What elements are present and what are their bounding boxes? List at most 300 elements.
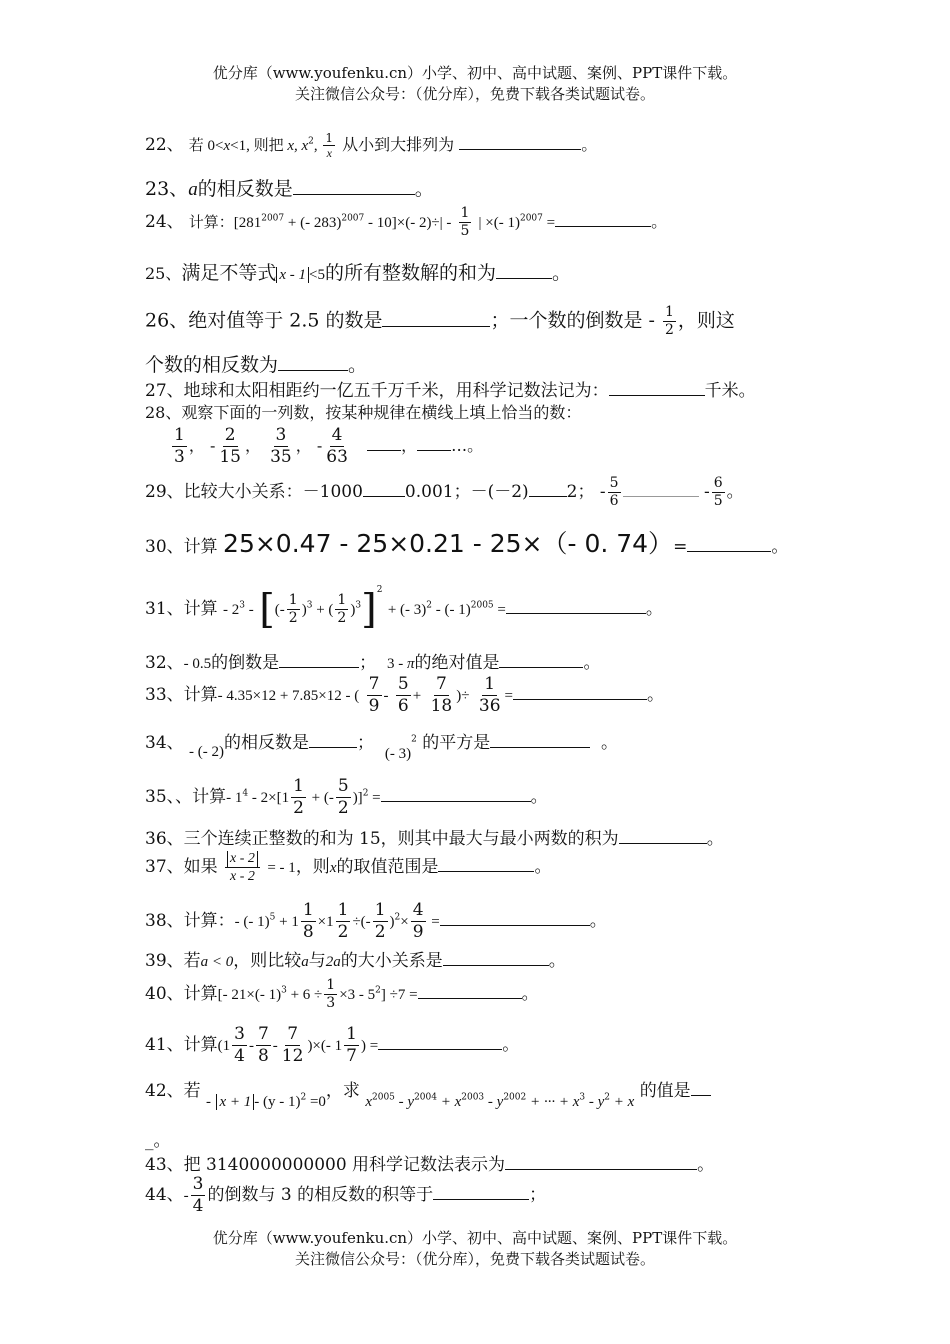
text-fragment: 。 xyxy=(697,1155,715,1175)
text-fragment: + (- xyxy=(307,790,334,806)
exponent: 3 xyxy=(355,600,362,611)
answer-blank[interactable] xyxy=(513,681,647,700)
text-fragment: - xyxy=(183,1188,189,1204)
fraction xyxy=(335,592,348,627)
text-fragment: = xyxy=(493,602,506,618)
answer-blank[interactable] xyxy=(691,1077,711,1096)
exponent: 2 xyxy=(308,136,314,147)
text-fragment xyxy=(365,1091,634,1111)
text-fragment: 37、 xyxy=(145,857,184,877)
answer-blank[interactable] xyxy=(381,783,531,802)
answer-blank[interactable] xyxy=(490,729,590,748)
text-fragment: ，求 xyxy=(325,1081,360,1101)
text-fragment: - 4.35×12 + 7.85×12 - ( xyxy=(217,688,360,704)
answer-blank[interactable] xyxy=(309,729,357,748)
text-fragment: ] ÷7 = xyxy=(380,987,418,1003)
sequence-term xyxy=(268,425,294,468)
text-fragment: 44、 xyxy=(145,1185,184,1205)
fraction xyxy=(256,1024,271,1067)
text-fragment: …。 xyxy=(451,436,484,455)
exponent: 2007 xyxy=(261,213,285,224)
answer-blank[interactable] xyxy=(496,258,552,279)
answer-blank[interactable] xyxy=(438,853,534,872)
fraction xyxy=(225,850,260,885)
text-fragment: 计算： xyxy=(183,911,235,931)
denominator: 2 xyxy=(374,922,386,942)
text-fragment: + (- 283) xyxy=(284,215,342,231)
question-40 xyxy=(145,977,539,1012)
text-fragment: ×3 - 5 xyxy=(339,987,376,1003)
text-fragment: 24、 xyxy=(145,212,184,232)
text-fragment: ； xyxy=(357,733,375,753)
fraction xyxy=(429,674,455,717)
denominator: 3 xyxy=(326,995,336,1011)
numerator: 1 xyxy=(326,977,336,993)
text-fragment: 计算 xyxy=(183,685,218,705)
question-38 xyxy=(145,900,607,943)
text-fragment: 计算：[281 xyxy=(188,215,262,231)
text-fragment: - xyxy=(599,482,606,502)
math-expression: 25×0.47 - 25×0.21 - 25×（- 0. 74） xyxy=(223,529,674,558)
text-fragment: 。 xyxy=(647,685,664,705)
exponent: 2 xyxy=(426,600,433,611)
fraction xyxy=(411,900,426,943)
denominator: 9 xyxy=(412,922,424,942)
denominator: 36 xyxy=(478,696,501,716)
text-fragment: = xyxy=(504,688,513,704)
text-fragment: ÷(- xyxy=(352,914,371,930)
text-fragment: = xyxy=(542,215,556,231)
text-fragment: =0 xyxy=(306,1094,326,1110)
text-fragment: - 1 xyxy=(226,790,243,806)
denominator: 12 xyxy=(281,1046,304,1066)
text-fragment: 比较大小关系：－1000 xyxy=(183,482,363,502)
text-fragment: 43、 xyxy=(145,1155,184,1175)
answer-blank[interactable] xyxy=(378,1031,502,1050)
answer-blank[interactable] xyxy=(433,1181,529,1200)
text-fragment: 。 xyxy=(589,911,607,931)
exponent: 2 xyxy=(300,1092,307,1103)
exponent: 3 xyxy=(239,600,246,611)
answer-blank[interactable] xyxy=(459,132,581,150)
denominator: 6 xyxy=(397,696,409,716)
question-34 xyxy=(145,728,619,762)
text-fragment: 32、 xyxy=(145,653,184,673)
exponent: 2002 xyxy=(503,1092,527,1103)
text-fragment: 的相反数是 xyxy=(197,178,293,200)
denominator: 3 xyxy=(174,447,185,467)
question-41 xyxy=(145,1024,519,1067)
answer-blank[interactable] xyxy=(555,209,651,227)
exponent: 3 xyxy=(281,985,287,996)
absolute-value: x - 1 xyxy=(276,267,309,283)
exponent: 2007 xyxy=(519,213,543,224)
text-fragment: (- 3) xyxy=(384,746,412,762)
footer-line-2: 关注微信公众号：（优分库），免费下载各类试题试卷。 xyxy=(294,1250,655,1268)
text-fragment: × xyxy=(400,914,409,930)
text-fragment: 若 xyxy=(183,1081,201,1101)
denominator: 5 xyxy=(460,223,470,239)
numerator: 7 xyxy=(368,674,380,694)
text-fragment: 若 0< xyxy=(188,138,224,154)
answer-blank[interactable] xyxy=(687,533,771,552)
text-fragment: ，则 xyxy=(295,857,330,877)
answer-blank[interactable] xyxy=(279,649,359,668)
denominator: x xyxy=(326,146,332,160)
denominator: 15 xyxy=(219,447,241,467)
fraction xyxy=(336,900,351,943)
fraction xyxy=(396,674,411,717)
numerator: 3 xyxy=(192,1174,204,1194)
text-fragment: - xyxy=(206,1094,212,1110)
text-fragment: 。 xyxy=(153,1131,171,1151)
denominator: 2 xyxy=(288,610,298,626)
text-fragment: - (- 2) xyxy=(189,744,225,760)
text-fragment: 三个连续正整数的和为 15，则其中最大与最小两数的积为 xyxy=(183,829,619,849)
exponent: 2 xyxy=(376,585,383,595)
text-fragment: x xyxy=(365,1094,372,1110)
numerator xyxy=(225,850,260,868)
text-fragment: 的绝对值是 xyxy=(414,653,500,673)
text-fragment: 把 3140000000000 用科学记数法表示为 xyxy=(183,1155,506,1175)
answer-blank[interactable] xyxy=(609,377,705,396)
question-25 xyxy=(145,258,571,285)
text-fragment: 38、 xyxy=(145,911,184,931)
text-fragment: 、计算 xyxy=(175,787,227,807)
text-fragment: 23、 xyxy=(145,178,189,200)
denominator: 4 xyxy=(234,1046,245,1066)
text-fragment: - xyxy=(272,1038,278,1054)
text-fragment: 。 xyxy=(601,733,619,753)
denominator: 2 xyxy=(665,322,674,338)
fraction xyxy=(232,1024,247,1067)
text-fragment: <5 xyxy=(309,267,326,283)
text-fragment: 。 xyxy=(583,653,601,673)
text-fragment: + xyxy=(412,688,422,704)
question-28-sequence xyxy=(170,425,483,468)
text-fragment: 29、 xyxy=(145,482,184,502)
text-fragment: + (- 3) xyxy=(387,602,427,618)
text-fragment: + x xyxy=(610,1094,635,1110)
text-fragment: , xyxy=(313,138,322,154)
text-fragment: 。 xyxy=(348,354,368,376)
text-fragment: )×(- 1 xyxy=(307,1038,343,1054)
text-fragment: 。 xyxy=(552,262,572,284)
page-footer xyxy=(0,1228,950,1270)
text-fragment: ) xyxy=(389,914,395,930)
question-32 xyxy=(145,648,600,673)
text-fragment: - y xyxy=(585,1094,605,1110)
numerator: 1 xyxy=(337,900,349,920)
question-number: 22、 xyxy=(145,135,184,155)
fraction xyxy=(291,776,306,819)
absolute-value: x + 1 xyxy=(216,1094,254,1110)
text-fragment: ×1 xyxy=(317,914,334,930)
numerator: 7 xyxy=(436,674,447,694)
exponent: 2005 xyxy=(372,1092,395,1103)
denominator: 35 xyxy=(270,447,292,467)
text-fragment: 2a xyxy=(325,954,341,970)
text-fragment: ) xyxy=(301,602,307,618)
text-fragment: ) xyxy=(350,602,356,618)
question-29 xyxy=(145,475,744,510)
text-fragment: - xyxy=(245,602,254,618)
answer-blank[interactable] xyxy=(505,1151,697,1170)
question-23 xyxy=(145,174,434,201)
answer-blank[interactable] xyxy=(506,595,646,614)
denominator: 8 xyxy=(302,922,314,942)
numerator: 7 xyxy=(257,1024,269,1044)
text-fragment: ) = xyxy=(360,1038,379,1054)
fraction xyxy=(191,1174,206,1217)
question-30 xyxy=(145,524,788,560)
text-fragment: - xyxy=(703,482,710,502)
question-35 xyxy=(145,776,548,819)
text-fragment: [ xyxy=(259,586,275,633)
fraction xyxy=(280,1024,306,1067)
answer-blank[interactable] xyxy=(529,478,567,497)
exponent: 5 xyxy=(269,912,276,923)
text-fragment: (1 xyxy=(217,1038,231,1054)
exponent: 2003 xyxy=(461,1092,485,1103)
text-fragment: x, x xyxy=(287,138,309,154)
text-fragment: 。 xyxy=(706,829,724,849)
fraction xyxy=(344,1024,359,1067)
text-fragment: a xyxy=(301,954,309,970)
answer-blank[interactable] xyxy=(499,649,583,668)
text-fragment: 计算 xyxy=(183,1035,218,1055)
fraction xyxy=(459,205,472,240)
text-fragment: - xyxy=(383,688,389,704)
text-fragment: 。 xyxy=(521,984,539,1004)
text-fragment: ] xyxy=(361,586,377,633)
text-fragment: ， xyxy=(244,436,261,455)
question-24 xyxy=(145,205,667,240)
text-fragment: 25、 xyxy=(145,264,182,283)
text-fragment: 3 - xyxy=(386,656,407,672)
exponent: 2 xyxy=(604,1092,610,1103)
text-fragment: + x xyxy=(436,1094,462,1110)
denominator: 2 xyxy=(337,798,349,818)
text-fragment: + ( xyxy=(312,602,334,618)
text-fragment: 的大小关系是 xyxy=(340,951,443,971)
text-fragment: ；一个数的倒数是 - xyxy=(490,309,655,332)
numerator: 1 xyxy=(337,592,347,608)
numerator: 1 xyxy=(374,900,386,920)
text-fragment: - 0.5 xyxy=(183,656,212,672)
question-26 xyxy=(145,304,735,339)
text-fragment: 28、 xyxy=(145,403,182,422)
text-fragment: - (y - 1) xyxy=(254,1094,301,1110)
text-fragment: 个数的相反数为 xyxy=(145,354,279,376)
text-fragment: ， xyxy=(188,436,205,455)
sequence-term xyxy=(172,425,187,468)
fraction xyxy=(367,674,382,717)
text-fragment: x - 2 xyxy=(227,851,258,867)
answer-blank[interactable] xyxy=(363,478,405,497)
text-fragment: 满足不等式 xyxy=(181,262,277,284)
text-fragment: ，则这 xyxy=(677,309,735,332)
exponent: 4 xyxy=(242,788,249,799)
text-fragment: 30、 xyxy=(145,537,184,557)
text-fragment: )÷ xyxy=(456,688,470,704)
text-fragment: (- xyxy=(274,602,285,618)
text-fragment: 27、 xyxy=(145,381,184,401)
question-44 xyxy=(145,1174,546,1217)
numerator: 1 xyxy=(484,674,496,694)
fraction xyxy=(336,776,351,819)
numerator: 5 xyxy=(397,674,409,694)
numerator: 1 xyxy=(288,592,298,608)
text-fragment: - 10]×(- 2)÷| - xyxy=(364,215,452,231)
text-fragment: a xyxy=(188,179,198,200)
text-fragment: 地球和太阳相距约一亿五千万千米，用科学记数法记为： xyxy=(183,381,609,401)
text-fragment: 的倒数与 3 的相反数的积等于 xyxy=(207,1185,434,1205)
text-fragment: 的取值范围是 xyxy=(336,857,439,877)
text-fragment: 若 xyxy=(183,951,201,971)
numerator: 4 xyxy=(412,900,424,920)
text-fragment: 。 xyxy=(771,537,789,557)
numerator: 1 xyxy=(293,776,304,796)
denominator: 63 xyxy=(326,447,348,467)
exponent: 2 xyxy=(411,734,417,745)
text-fragment: 计算 xyxy=(183,599,218,619)
question-26-line-2 xyxy=(145,350,367,377)
denominator: 4 xyxy=(192,1196,204,1216)
text-fragment: 从小到大排列为 xyxy=(342,135,455,154)
text-fragment: 。 xyxy=(651,212,668,231)
question-42-line-2 xyxy=(145,1126,171,1151)
text-fragment: 。 xyxy=(581,135,598,154)
answer-blank[interactable] xyxy=(293,174,415,195)
text-fragment: 的所有整数解的和为 xyxy=(325,262,497,284)
text-fragment: x xyxy=(223,138,231,154)
text-fragment: 如果 xyxy=(183,857,218,877)
question-33 xyxy=(145,674,664,717)
numerator: 1 xyxy=(346,1024,357,1044)
text-fragment: = xyxy=(673,537,688,557)
numerator: 7 xyxy=(287,1024,299,1044)
answer-blank[interactable] xyxy=(382,306,490,327)
text-fragment: ， xyxy=(295,436,312,455)
denominator: 2 xyxy=(337,610,347,626)
text-fragment: 的平方是 xyxy=(422,733,491,753)
text-fragment: 36、 xyxy=(145,829,184,849)
text-fragment: 的倒数是 xyxy=(211,653,280,673)
text-fragment: + 1 xyxy=(275,914,299,930)
exponent: 2 xyxy=(362,788,369,799)
answer-blank[interactable] xyxy=(417,433,451,451)
numerator: 3 xyxy=(275,425,287,445)
answer-blank[interactable] xyxy=(443,947,549,966)
footer-line-1: 优分库（www.youfenku.cn）小学、初中、高中试题、案例、PPT课件下载。 xyxy=(212,1229,738,1247)
fraction xyxy=(287,592,300,627)
question-42 xyxy=(145,1076,711,1110)
text-fragment: 34、 xyxy=(145,733,184,753)
numerator: 4 xyxy=(331,425,343,445)
text-fragment: | ×(- 1) xyxy=(478,215,520,231)
text-fragment: 千米。 xyxy=(704,381,756,401)
text-fragment: 的相反数是 xyxy=(224,733,310,753)
header-line-1: 优分库（www.youfenku.cn）小学、初中、高中试题、案例、PPT课件下载。 xyxy=(212,64,738,82)
text-fragment: _ xyxy=(145,1131,154,1151)
text-fragment: 31、 xyxy=(145,599,184,619)
text-fragment: + 6 ÷ xyxy=(286,987,323,1003)
exponent: 2004 xyxy=(414,1092,437,1103)
text-fragment: x xyxy=(329,860,337,876)
text-fragment: = xyxy=(368,790,381,806)
answer-blank[interactable] xyxy=(418,980,522,999)
text-fragment: 。 xyxy=(726,482,744,502)
fraction xyxy=(712,475,725,510)
text-fragment: - (- 1) xyxy=(234,914,270,930)
text-fragment: 的值是 xyxy=(639,1081,691,1101)
text-fragment: π xyxy=(406,656,415,672)
text-fragment: - xyxy=(209,436,216,455)
sequence-term xyxy=(217,425,243,468)
text-fragment xyxy=(254,1091,326,1111)
denominator: x - 2 xyxy=(230,869,255,884)
answer-blank[interactable] xyxy=(619,825,707,844)
text-fragment: ， xyxy=(401,436,418,455)
text-fragment: a < 0 xyxy=(200,954,234,970)
exponent: 2005 xyxy=(470,600,494,611)
text-fragment: 计算 xyxy=(183,984,218,1004)
fraction xyxy=(663,304,676,339)
denominator: 5 xyxy=(713,493,723,509)
answer-blank[interactable] xyxy=(440,907,590,926)
text-fragment: 计算 xyxy=(183,537,218,557)
header-line-2: 关注微信公众号：（优分库），免费下载各类试题试卷。 xyxy=(294,85,655,103)
text-fragment: 26、 xyxy=(145,309,189,332)
text-fragment: 。 xyxy=(534,857,552,877)
text-fragment: ； xyxy=(359,653,377,673)
text-fragment: 与 xyxy=(308,951,326,971)
text-fragment: ； xyxy=(529,1185,547,1205)
answer-blank[interactable] xyxy=(367,433,401,451)
text-fragment: 。 xyxy=(645,599,663,619)
text-fragment: 绝对值等于 2.5 的数是 xyxy=(188,309,383,332)
text-fragment: 39、 xyxy=(145,951,184,971)
text-fragment: )] xyxy=(352,790,363,806)
denominator: 7 xyxy=(346,1046,357,1066)
text-fragment: 41、 xyxy=(145,1035,184,1055)
fraction xyxy=(324,977,337,1012)
text-fragment: 2； xyxy=(566,482,595,502)
sequence-term xyxy=(324,425,350,468)
answer-blank[interactable] xyxy=(278,350,348,371)
text-fragment: - 2 xyxy=(223,602,240,618)
numerator: 1 xyxy=(665,304,674,320)
numerator: 6 xyxy=(713,475,723,491)
denominator: 8 xyxy=(257,1046,269,1066)
text-fragment: 0.001；－(－2) xyxy=(404,482,529,502)
question-36 xyxy=(145,824,724,849)
text-fragment: + ··· + x xyxy=(526,1094,580,1110)
denominator: 2 xyxy=(293,798,304,818)
denominator: 9 xyxy=(368,696,380,716)
fraction xyxy=(301,900,316,943)
question-22 xyxy=(145,130,597,160)
fraction xyxy=(373,900,388,943)
denominator: 18 xyxy=(430,696,453,716)
text-fragment: = xyxy=(427,914,440,930)
text-fragment: 。 xyxy=(530,787,548,807)
question-37 xyxy=(145,850,551,885)
numerator: 3 xyxy=(234,1024,245,1044)
answer-blank[interactable] xyxy=(623,478,699,497)
numerator: 5 xyxy=(609,475,619,491)
